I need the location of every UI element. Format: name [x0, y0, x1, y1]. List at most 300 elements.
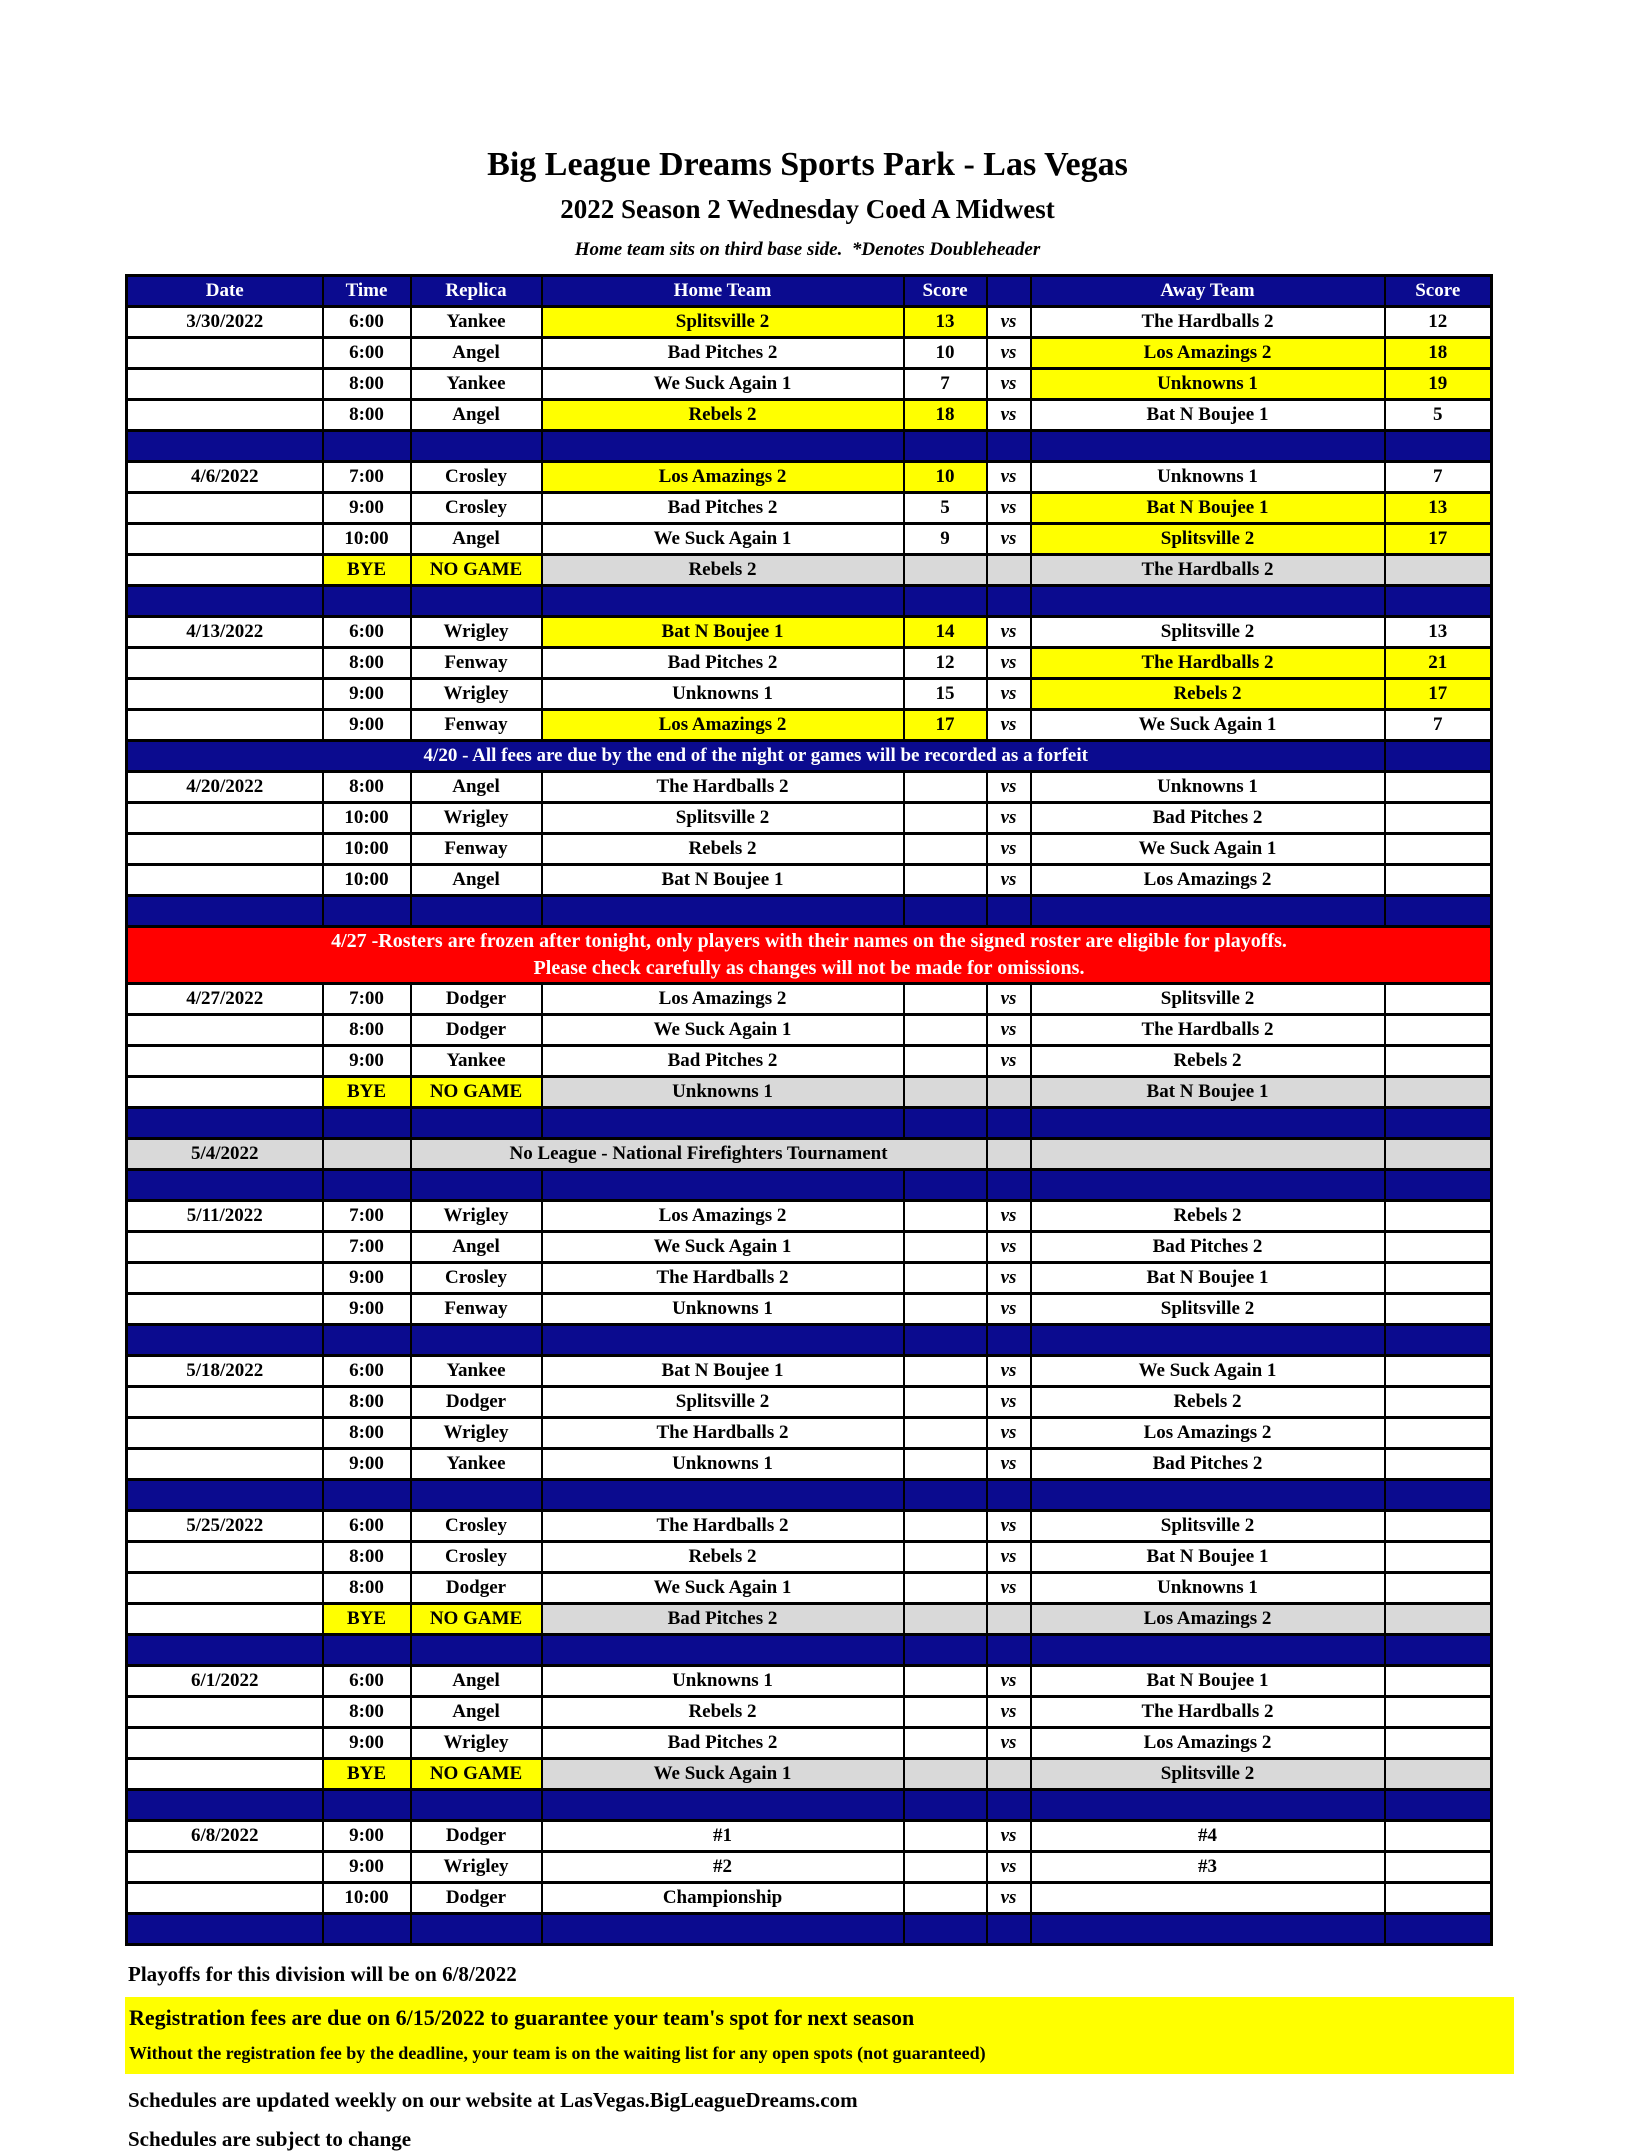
- time-cell: 8:00: [323, 1418, 411, 1449]
- date-cell: [127, 1294, 323, 1325]
- separator-cell: [411, 1108, 542, 1139]
- separator-row: [127, 1108, 1492, 1139]
- home-score-cell: [904, 1232, 987, 1263]
- home-score-cell: 13: [904, 307, 987, 338]
- away-score-cell: [1385, 1852, 1492, 1883]
- away-score-cell: [1385, 1883, 1492, 1914]
- game-row: [127, 1511, 1492, 1542]
- separator-row: [127, 896, 1492, 927]
- date-cell: [127, 803, 323, 834]
- home-score-cell: 7: [904, 369, 987, 400]
- away-team-cell: Splitsville 2: [1031, 524, 1385, 555]
- game-row: [127, 679, 1492, 710]
- separator-cell: [1385, 896, 1492, 927]
- time-cell: 8:00: [323, 772, 411, 803]
- vs-cell: [987, 1604, 1031, 1635]
- game-row: [127, 1015, 1492, 1046]
- playoffs-note: Playoffs for this division will be on 6/8/2022: [128, 1962, 517, 1986]
- table-header-row: [127, 276, 1492, 307]
- time-cell: 8:00: [323, 400, 411, 431]
- separator-cell: [1031, 896, 1385, 927]
- separator-cell: [542, 1480, 904, 1511]
- separator-cell: [323, 1790, 411, 1821]
- game-row: [127, 1449, 1492, 1480]
- vs-cell: vs: [987, 1387, 1031, 1418]
- vs-cell: vs: [987, 493, 1031, 524]
- separator-cell: [1031, 1914, 1385, 1945]
- separator-cell: [987, 1480, 1031, 1511]
- away-team-cell: Bad Pitches 2: [1031, 1449, 1385, 1480]
- home-score-cell: 9: [904, 524, 987, 555]
- separator-cell: [904, 586, 987, 617]
- separator-cell: [904, 431, 987, 462]
- separator-cell: [1031, 1480, 1385, 1511]
- separator-row: [127, 1170, 1492, 1201]
- home-score-cell: [904, 1666, 987, 1697]
- replica-cell: Angel: [411, 865, 542, 896]
- game-row: [127, 1542, 1492, 1573]
- game-row: [127, 617, 1492, 648]
- separator-cell: [411, 1170, 542, 1201]
- game-row: [127, 493, 1492, 524]
- vs-cell: vs: [987, 1542, 1031, 1573]
- away-score-cell: [1385, 555, 1492, 586]
- home-team-cell: Los Amazings 2: [542, 1201, 904, 1232]
- separator-row: [127, 1914, 1492, 1945]
- date-cell: 4/27/2022: [127, 984, 323, 1015]
- no-game-cell: NO GAME: [411, 555, 542, 586]
- home-team-cell: Bad Pitches 2: [542, 493, 904, 524]
- home-score-cell: [904, 1356, 987, 1387]
- away-score-cell: 17: [1385, 679, 1492, 710]
- separator-cell: [127, 1325, 323, 1356]
- game-row: [127, 338, 1492, 369]
- home-score-cell: [904, 984, 987, 1015]
- home-team-cell: #1: [542, 1821, 904, 1852]
- separator-cell: [987, 896, 1031, 927]
- home-team-cell: Rebels 2: [542, 555, 904, 586]
- season-subtitle: 2022 Season 2 Wednesday Coed A Midwest: [560, 194, 1055, 224]
- separator-cell: [904, 1108, 987, 1139]
- replica-cell: Wrigley: [411, 1728, 542, 1759]
- away-team-cell: The Hardballs 2: [1031, 307, 1385, 338]
- replica-cell: Fenway: [411, 834, 542, 865]
- replica-cell: Angel: [411, 1697, 542, 1728]
- game-row: [127, 1201, 1492, 1232]
- fees-banner-end: [1385, 741, 1492, 772]
- separator-cell: [323, 431, 411, 462]
- time-cell: 9:00: [323, 1728, 411, 1759]
- away-team-cell: We Suck Again 1: [1031, 1356, 1385, 1387]
- home-team-cell: Splitsville 2: [542, 307, 904, 338]
- game-row: [127, 1821, 1492, 1852]
- game-row: [127, 648, 1492, 679]
- away-team-cell: Los Amazings 2: [1031, 1728, 1385, 1759]
- separator-cell: [987, 1325, 1031, 1356]
- game-row: [127, 1697, 1492, 1728]
- page-title: Big League Dreams Sports Park - Las Vegas: [487, 146, 1128, 183]
- vs-cell: [987, 1077, 1031, 1108]
- separator-cell: [1031, 586, 1385, 617]
- home-team-cell: The Hardballs 2: [542, 1418, 904, 1449]
- away-team-cell: Bat N Boujee 1: [1031, 1077, 1385, 1108]
- game-row: [127, 1356, 1492, 1387]
- date-cell: [127, 524, 323, 555]
- separator-cell: [127, 1480, 323, 1511]
- time-cell: 9:00: [323, 1263, 411, 1294]
- away-score-cell: 7: [1385, 462, 1492, 493]
- fees-banner-text: 4/20 - All fees are due by the end of the night or games will be recorded as a forfeit: [127, 741, 1385, 772]
- bye-cell: BYE: [323, 1077, 411, 1108]
- vs-cell: vs: [987, 834, 1031, 865]
- bye-row: [127, 1077, 1492, 1108]
- separator-cell: [987, 1108, 1031, 1139]
- separator-cell: [411, 1635, 542, 1666]
- date-cell: [127, 1852, 323, 1883]
- separator-row: [127, 1790, 1492, 1821]
- away-score-cell: [1385, 1697, 1492, 1728]
- page-header: [125, 146, 1490, 260]
- time-cell: 7:00: [323, 1201, 411, 1232]
- no-game-cell: NO GAME: [411, 1759, 542, 1790]
- separator-cell: [904, 1170, 987, 1201]
- away-score-cell: [1385, 1728, 1492, 1759]
- replica-cell: Wrigley: [411, 803, 542, 834]
- away-team-cell: Rebels 2: [1031, 1387, 1385, 1418]
- replica-cell: Dodger: [411, 1573, 542, 1604]
- time-cell: 7:00: [323, 1232, 411, 1263]
- home-team-cell: Bad Pitches 2: [542, 1604, 904, 1635]
- home-team-cell: We Suck Again 1: [542, 369, 904, 400]
- away-score-cell: [1385, 984, 1492, 1015]
- date-cell: [127, 400, 323, 431]
- vs-cell: vs: [987, 865, 1031, 896]
- vs-cell: vs: [987, 1232, 1031, 1263]
- away-team-cell: The Hardballs 2: [1031, 648, 1385, 679]
- time-cell: 9:00: [323, 1852, 411, 1883]
- date-cell: 6/1/2022: [127, 1666, 323, 1697]
- time-cell: 10:00: [323, 865, 411, 896]
- separator-cell: [1385, 1790, 1492, 1821]
- separator-cell: [127, 1170, 323, 1201]
- date-cell: [127, 1418, 323, 1449]
- date-cell: 5/4/2022: [127, 1139, 323, 1170]
- separator-row: [127, 1635, 1492, 1666]
- tournament-notice-text: No League - National Firefighters Tournament: [411, 1139, 987, 1170]
- vs-cell: vs: [987, 524, 1031, 555]
- replica-cell: Fenway: [411, 710, 542, 741]
- home-team-cell: Rebels 2: [542, 1542, 904, 1573]
- date-cell: [127, 1015, 323, 1046]
- home-team-cell: Unknowns 1: [542, 1449, 904, 1480]
- home-team-cell: Bad Pitches 2: [542, 338, 904, 369]
- home-team-cell: Unknowns 1: [542, 1294, 904, 1325]
- vs-cell: vs: [987, 772, 1031, 803]
- time-cell: 8:00: [323, 1573, 411, 1604]
- home-score-cell: [904, 1883, 987, 1914]
- separator-cell: [904, 1635, 987, 1666]
- separator-cell: [542, 1914, 904, 1945]
- game-row: [127, 1728, 1492, 1759]
- away-score-cell: 7: [1385, 710, 1492, 741]
- vs-cell: vs: [987, 984, 1031, 1015]
- home-score-cell: [904, 1604, 987, 1635]
- separator-cell: [411, 1914, 542, 1945]
- replica-cell: Dodger: [411, 1883, 542, 1914]
- away-score-cell: [1385, 1449, 1492, 1480]
- game-row: [127, 1232, 1492, 1263]
- replica-cell: Fenway: [411, 648, 542, 679]
- replica-cell: Crosley: [411, 1511, 542, 1542]
- vs-cell: vs: [987, 1666, 1031, 1697]
- time-cell: 10:00: [323, 834, 411, 865]
- game-row: [127, 803, 1492, 834]
- away-team-cell: We Suck Again 1: [1031, 710, 1385, 741]
- away-team-cell: Los Amazings 2: [1031, 338, 1385, 369]
- time-cell: 9:00: [323, 493, 411, 524]
- home-team-cell: Bad Pitches 2: [542, 1046, 904, 1077]
- away-team-cell: Rebels 2: [1031, 1201, 1385, 1232]
- home-team-cell: Bat N Boujee 1: [542, 617, 904, 648]
- replica-cell: Angel: [411, 400, 542, 431]
- separator-cell: [987, 1790, 1031, 1821]
- date-cell: 5/25/2022: [127, 1511, 323, 1542]
- game-row: [127, 865, 1492, 896]
- replica-cell: Crosley: [411, 1263, 542, 1294]
- date-cell: 4/20/2022: [127, 772, 323, 803]
- separator-cell: [411, 896, 542, 927]
- home-score-cell: [904, 865, 987, 896]
- away-team-cell: The Hardballs 2: [1031, 1015, 1385, 1046]
- time-cell: 8:00: [323, 1542, 411, 1573]
- away-team-cell: Splitsville 2: [1031, 1511, 1385, 1542]
- away-score-cell: 18: [1385, 338, 1492, 369]
- away-score-cell: [1385, 1294, 1492, 1325]
- replica-cell: Yankee: [411, 307, 542, 338]
- separator-cell: [1385, 431, 1492, 462]
- separator-row: [127, 1480, 1492, 1511]
- home-score-cell: 10: [904, 338, 987, 369]
- time-cell: 10:00: [323, 1883, 411, 1914]
- date-cell: 3/30/2022: [127, 307, 323, 338]
- no-game-cell: NO GAME: [411, 1604, 542, 1635]
- home-score-cell: [904, 1759, 987, 1790]
- vs-cell: vs: [987, 400, 1031, 431]
- game-row: [127, 834, 1492, 865]
- away-score-cell: 17: [1385, 524, 1492, 555]
- home-team-cell: Unknowns 1: [542, 679, 904, 710]
- separator-cell: [542, 1635, 904, 1666]
- vs-cell: vs: [987, 1511, 1031, 1542]
- home-team-cell: Rebels 2: [542, 834, 904, 865]
- replica-cell: Crosley: [411, 462, 542, 493]
- home-team-cell: Los Amazings 2: [542, 710, 904, 741]
- separator-row: [127, 586, 1492, 617]
- home-team-cell: The Hardballs 2: [542, 1511, 904, 1542]
- time-cell: 8:00: [323, 1697, 411, 1728]
- date-cell: [127, 1077, 323, 1108]
- separator-cell: [411, 1325, 542, 1356]
- home-score-cell: 10: [904, 462, 987, 493]
- separator-cell: [411, 431, 542, 462]
- separator-row: [127, 1325, 1492, 1356]
- game-row: [127, 1883, 1492, 1914]
- away-team-cell: Los Amazings 2: [1031, 1418, 1385, 1449]
- home-score-cell: [904, 1418, 987, 1449]
- bye-row: [127, 1759, 1492, 1790]
- away-team-cell: #4: [1031, 1821, 1385, 1852]
- separator-cell: [542, 1108, 904, 1139]
- date-cell: [127, 1728, 323, 1759]
- separator-cell: [127, 1108, 323, 1139]
- vs-cell: [987, 1759, 1031, 1790]
- date-cell: 6/8/2022: [127, 1821, 323, 1852]
- home-score-cell: [904, 1387, 987, 1418]
- date-cell: [127, 1759, 323, 1790]
- bye-row: [127, 555, 1492, 586]
- time-cell: 6:00: [323, 338, 411, 369]
- away-score-cell: 21: [1385, 648, 1492, 679]
- separator-cell: [127, 431, 323, 462]
- separator-cell: [411, 586, 542, 617]
- home-team-cell: Los Amazings 2: [542, 984, 904, 1015]
- replica-cell: Dodger: [411, 1821, 542, 1852]
- away-score-cell: 19: [1385, 369, 1492, 400]
- date-cell: [127, 1046, 323, 1077]
- away-team-cell: We Suck Again 1: [1031, 834, 1385, 865]
- separator-cell: [323, 1480, 411, 1511]
- replica-cell: Yankee: [411, 1046, 542, 1077]
- home-team-cell: Bat N Boujee 1: [542, 865, 904, 896]
- separator-cell: [323, 1914, 411, 1945]
- column-header-date: Date: [127, 276, 323, 307]
- date-cell: [127, 369, 323, 400]
- game-row: [127, 710, 1492, 741]
- away-team-cell: Bat N Boujee 1: [1031, 1666, 1385, 1697]
- game-row: [127, 1666, 1492, 1697]
- vs-cell: vs: [987, 462, 1031, 493]
- time-cell: [323, 1139, 411, 1170]
- away-team-cell: Splitsville 2: [1031, 1759, 1385, 1790]
- away-team-cell: Bat N Boujee 1: [1031, 1542, 1385, 1573]
- replica-cell: Angel: [411, 1666, 542, 1697]
- vs-cell: vs: [987, 1015, 1031, 1046]
- game-row: [127, 1294, 1492, 1325]
- away-score-cell: [1385, 1821, 1492, 1852]
- away-score-cell: [1385, 1263, 1492, 1294]
- separator-cell: [904, 1790, 987, 1821]
- vs-cell: vs: [987, 679, 1031, 710]
- away-team-cell: [1031, 1139, 1385, 1170]
- game-row: [127, 524, 1492, 555]
- away-team-cell: #3: [1031, 1852, 1385, 1883]
- date-cell: [127, 493, 323, 524]
- separator-cell: [1385, 1480, 1492, 1511]
- away-score-cell: 12: [1385, 307, 1492, 338]
- away-score-cell: [1385, 1666, 1492, 1697]
- away-team-cell: Los Amazings 2: [1031, 865, 1385, 896]
- separator-cell: [1385, 1325, 1492, 1356]
- separator-cell: [1031, 1790, 1385, 1821]
- game-row: [127, 400, 1492, 431]
- away-team-cell: Rebels 2: [1031, 679, 1385, 710]
- home-team-cell: Rebels 2: [542, 1697, 904, 1728]
- bye-row: [127, 1604, 1492, 1635]
- away-team-cell: The Hardballs 2: [1031, 555, 1385, 586]
- away-team-cell: Splitsville 2: [1031, 984, 1385, 1015]
- separator-cell: [987, 1635, 1031, 1666]
- date-cell: 4/13/2022: [127, 617, 323, 648]
- home-team-cell: Unknowns 1: [542, 1666, 904, 1697]
- time-cell: 8:00: [323, 1015, 411, 1046]
- separator-cell: [1031, 1108, 1385, 1139]
- home-score-cell: 12: [904, 648, 987, 679]
- away-team-cell: Bad Pitches 2: [1031, 803, 1385, 834]
- home-score-cell: [904, 1201, 987, 1232]
- separator-cell: [987, 431, 1031, 462]
- home-team-cell: We Suck Again 1: [542, 1759, 904, 1790]
- time-cell: 8:00: [323, 1387, 411, 1418]
- separator-cell: [542, 1790, 904, 1821]
- replica-cell: Fenway: [411, 1294, 542, 1325]
- bye-cell: BYE: [323, 555, 411, 586]
- vs-cell: vs: [987, 1294, 1031, 1325]
- time-cell: 9:00: [323, 1046, 411, 1077]
- game-row: [127, 772, 1492, 803]
- separator-cell: [323, 586, 411, 617]
- vs-cell: vs: [987, 1883, 1031, 1914]
- separator-cell: [1385, 1914, 1492, 1945]
- vs-cell: vs: [987, 307, 1031, 338]
- replica-cell: Wrigley: [411, 617, 542, 648]
- away-team-cell: Splitsville 2: [1031, 1294, 1385, 1325]
- separator-cell: [1031, 1170, 1385, 1201]
- away-score-cell: [1385, 803, 1492, 834]
- column-header-home-score: Score: [904, 276, 987, 307]
- away-score-cell: [1385, 1573, 1492, 1604]
- separator-cell: [1385, 1108, 1492, 1139]
- time-cell: 10:00: [323, 803, 411, 834]
- column-header-home-team: Home Team: [542, 276, 904, 307]
- vs-cell: vs: [987, 369, 1031, 400]
- home-score-cell: [904, 1015, 987, 1046]
- separator-cell: [127, 1914, 323, 1945]
- home-score-cell: 17: [904, 710, 987, 741]
- home-score-cell: [904, 1077, 987, 1108]
- home-score-cell: 15: [904, 679, 987, 710]
- vs-cell: vs: [987, 803, 1031, 834]
- date-cell: [127, 1263, 323, 1294]
- vs-cell: vs: [987, 1449, 1031, 1480]
- home-team-note: Home team sits on third base side. *Denotes Doubleheader: [574, 239, 1041, 260]
- home-score-cell: [904, 1263, 987, 1294]
- separator-cell: [904, 896, 987, 927]
- home-team-cell: Los Amazings 2: [542, 462, 904, 493]
- time-cell: 9:00: [323, 1294, 411, 1325]
- time-cell: 9:00: [323, 1821, 411, 1852]
- game-row: [127, 1573, 1492, 1604]
- vs-cell: vs: [987, 648, 1031, 679]
- home-team-cell: Bat N Boujee 1: [542, 1356, 904, 1387]
- separator-cell: [323, 1635, 411, 1666]
- time-cell: 9:00: [323, 679, 411, 710]
- home-team-cell: Championship: [542, 1883, 904, 1914]
- replica-cell: Angel: [411, 772, 542, 803]
- away-team-cell: Bat N Boujee 1: [1031, 400, 1385, 431]
- date-cell: [127, 1232, 323, 1263]
- replica-cell: Crosley: [411, 493, 542, 524]
- date-cell: [127, 679, 323, 710]
